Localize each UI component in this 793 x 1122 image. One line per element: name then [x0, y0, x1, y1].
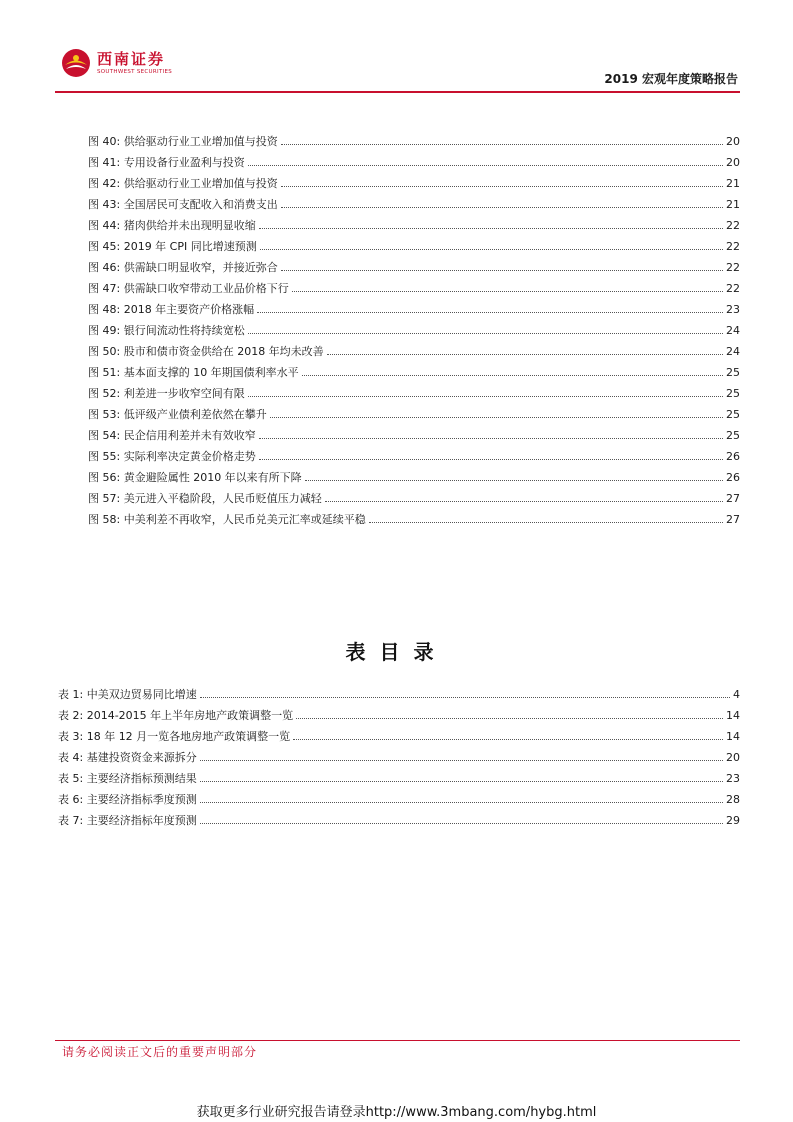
- toc-leader-dots: [248, 165, 723, 166]
- toc-page-number: 25: [726, 408, 740, 421]
- toc-leader-dots: [260, 249, 723, 250]
- toc-leader-dots: [369, 522, 723, 523]
- toc-row[interactable]: [88, 424, 740, 442]
- toc-label: 图 46: 供需缺口明显收窄，并接近弥合: [88, 261, 278, 274]
- toc-leader-dots: [257, 312, 723, 313]
- toc-leader-dots: [248, 333, 723, 334]
- toc-leader-dots: [200, 760, 723, 761]
- logo-emblem-icon: [61, 48, 91, 78]
- toc-row[interactable]: [58, 683, 740, 701]
- toc-leader-dots: [259, 228, 723, 229]
- toc-row[interactable]: [58, 704, 740, 722]
- toc-page-number: 22: [726, 240, 740, 253]
- toc-label: 图 45: 2019 年 CPI 同比增速预测: [88, 240, 257, 253]
- toc-page-number: 21: [726, 198, 740, 211]
- toc-leader-dots: [325, 501, 723, 502]
- toc-row[interactable]: [88, 256, 740, 274]
- toc-page-number: 27: [726, 492, 740, 505]
- toc-page-number: 20: [726, 156, 740, 169]
- toc-row[interactable]: [88, 235, 740, 253]
- toc-label: 图 41: 专用设备行业盈利与投资: [88, 156, 245, 169]
- toc-row[interactable]: [88, 340, 740, 358]
- report-title: 2019 宏观年度策略报告: [604, 72, 738, 86]
- toc-page-number: 24: [726, 345, 740, 358]
- toc-page-number: 21: [726, 177, 740, 190]
- toc-page-number: 23: [726, 772, 740, 785]
- toc-label: 图 50: 股市和债市资金供给在 2018 年均未改善: [88, 345, 324, 358]
- toc-page-number: 27: [726, 513, 740, 526]
- toc-label: 图 48: 2018 年主要资产价格涨幅: [88, 303, 255, 316]
- toc-row[interactable]: [88, 361, 740, 379]
- toc-label: 表 5: 主要经济指标预测结果: [58, 772, 197, 785]
- toc-row[interactable]: [88, 130, 740, 148]
- toc-leader-dots: [200, 697, 730, 698]
- toc-label: 图 56: 黄金避险属性 2010 年以来有所下降: [88, 471, 302, 484]
- toc-label: 图 51: 基本面支撑的 10 年期国债利率水平: [88, 366, 299, 379]
- toc-leader-dots: [292, 291, 723, 292]
- toc-label: 表 7: 主要经济指标年度预测: [58, 814, 197, 827]
- toc-page-number: 25: [726, 366, 740, 379]
- toc-label: 图 43: 全国居民可支配收入和消费支出: [88, 198, 278, 211]
- toc-label: 表 4: 基建投资资金来源拆分: [58, 751, 197, 764]
- toc-row[interactable]: [88, 193, 740, 211]
- toc-row[interactable]: [88, 172, 740, 190]
- toc-leader-dots: [200, 823, 723, 824]
- toc-leader-dots: [259, 459, 723, 460]
- toc-page-number: 26: [726, 450, 740, 463]
- toc-page-number: 24: [726, 324, 740, 337]
- toc-row[interactable]: [88, 466, 740, 484]
- toc-leader-dots: [200, 802, 723, 803]
- toc-page-number: 20: [726, 751, 740, 764]
- toc-row[interactable]: [88, 382, 740, 400]
- toc-row[interactable]: [88, 508, 740, 526]
- toc-leader-dots: [296, 718, 723, 719]
- toc-row[interactable]: [58, 809, 740, 827]
- toc-page-number: 22: [726, 282, 740, 295]
- toc-page-number: 22: [726, 219, 740, 232]
- toc-label: 图 47: 供需缺口收窄带动工业品价格下行: [88, 282, 289, 295]
- toc-label: 表 3: 18 年 12 月一览各地房地产政策调整一览: [58, 730, 291, 743]
- toc-leader-dots: [281, 144, 723, 145]
- toc-leader-dots: [281, 270, 723, 271]
- toc-label: 图 40: 供给驱动行业工业增加值与投资: [88, 135, 278, 148]
- toc-label: 表 6: 主要经济指标季度预测: [58, 793, 197, 806]
- toc-label: 图 54: 民企信用利差并未有效收窄: [88, 429, 256, 442]
- toc-leader-dots: [259, 438, 723, 439]
- toc-row[interactable]: [58, 725, 740, 743]
- toc-label: 图 52: 利差进一步收窄空间有限: [88, 387, 245, 400]
- toc-row[interactable]: [58, 746, 740, 764]
- toc-leader-dots: [281, 186, 723, 187]
- toc-leader-dots: [302, 375, 723, 376]
- table-list-title: 表目录: [345, 640, 448, 664]
- toc-page-number: 4: [733, 688, 740, 701]
- toc-page-number: 23: [726, 303, 740, 316]
- toc-page-number: 25: [726, 387, 740, 400]
- toc-label: 图 42: 供给驱动行业工业增加值与投资: [88, 177, 278, 190]
- toc-row[interactable]: [58, 767, 740, 785]
- company-logo: [61, 46, 211, 86]
- toc-label: 图 53: 低评级产业债利差依然在攀升: [88, 408, 267, 421]
- toc-page-number: 25: [726, 429, 740, 442]
- toc-row[interactable]: [88, 214, 740, 232]
- toc-row[interactable]: [88, 487, 740, 505]
- toc-label: 表 2: 2014-2015 年上半年房地产政策调整一览: [58, 709, 294, 722]
- toc-page-number: 14: [726, 730, 740, 743]
- toc-row[interactable]: [88, 445, 740, 463]
- toc-label: 图 57: 美元进入平稳阶段，人民币贬值压力减轻: [88, 492, 322, 505]
- toc-row[interactable]: [88, 298, 740, 316]
- toc-label: 图 58: 中美利差不再收窄，人民币兑美元汇率或延续平稳: [88, 513, 366, 526]
- toc-row[interactable]: [88, 403, 740, 421]
- toc-leader-dots: [305, 480, 723, 481]
- toc-page-number: 26: [726, 471, 740, 484]
- toc-leader-dots: [293, 739, 723, 740]
- disclaimer-notice: 请务必阅读正文后的重要声明部分: [62, 1045, 258, 1059]
- toc-page-number: 28: [726, 793, 740, 806]
- toc-leader-dots: [248, 396, 723, 397]
- toc-row[interactable]: [88, 319, 740, 337]
- toc-row[interactable]: [88, 277, 740, 295]
- toc-leader-dots: [281, 207, 723, 208]
- header-divider: [55, 91, 740, 93]
- toc-page-number: 29: [726, 814, 740, 827]
- toc-label: 图 55: 实际利率决定黄金价格走势: [88, 450, 256, 463]
- footer-divider: [55, 1040, 740, 1041]
- toc-page-number: 22: [726, 261, 740, 274]
- toc-row[interactable]: [58, 788, 740, 806]
- toc-row[interactable]: [88, 151, 740, 169]
- toc-label: 图 44: 猪肉供给并未出现明显收缩: [88, 219, 256, 232]
- logo-chinese-name: 西南证券: [97, 50, 166, 68]
- toc-page-number: 20: [726, 135, 740, 148]
- toc-leader-dots: [200, 781, 723, 782]
- toc-leader-dots: [327, 354, 723, 355]
- logo-english-name: SOUTHWEST SECURITIES: [97, 69, 173, 75]
- toc-label: 图 49: 银行间流动性将持续宽松: [88, 324, 245, 337]
- toc-label: 表 1: 中美双边贸易同比增速: [58, 688, 197, 701]
- promo-link-text[interactable]: 获取更多行业研究报告请登录http://www.3mbang.com/hybg.html: [196, 1105, 597, 1120]
- page-header: [55, 40, 740, 92]
- toc-leader-dots: [270, 417, 723, 418]
- toc-page-number: 14: [726, 709, 740, 722]
